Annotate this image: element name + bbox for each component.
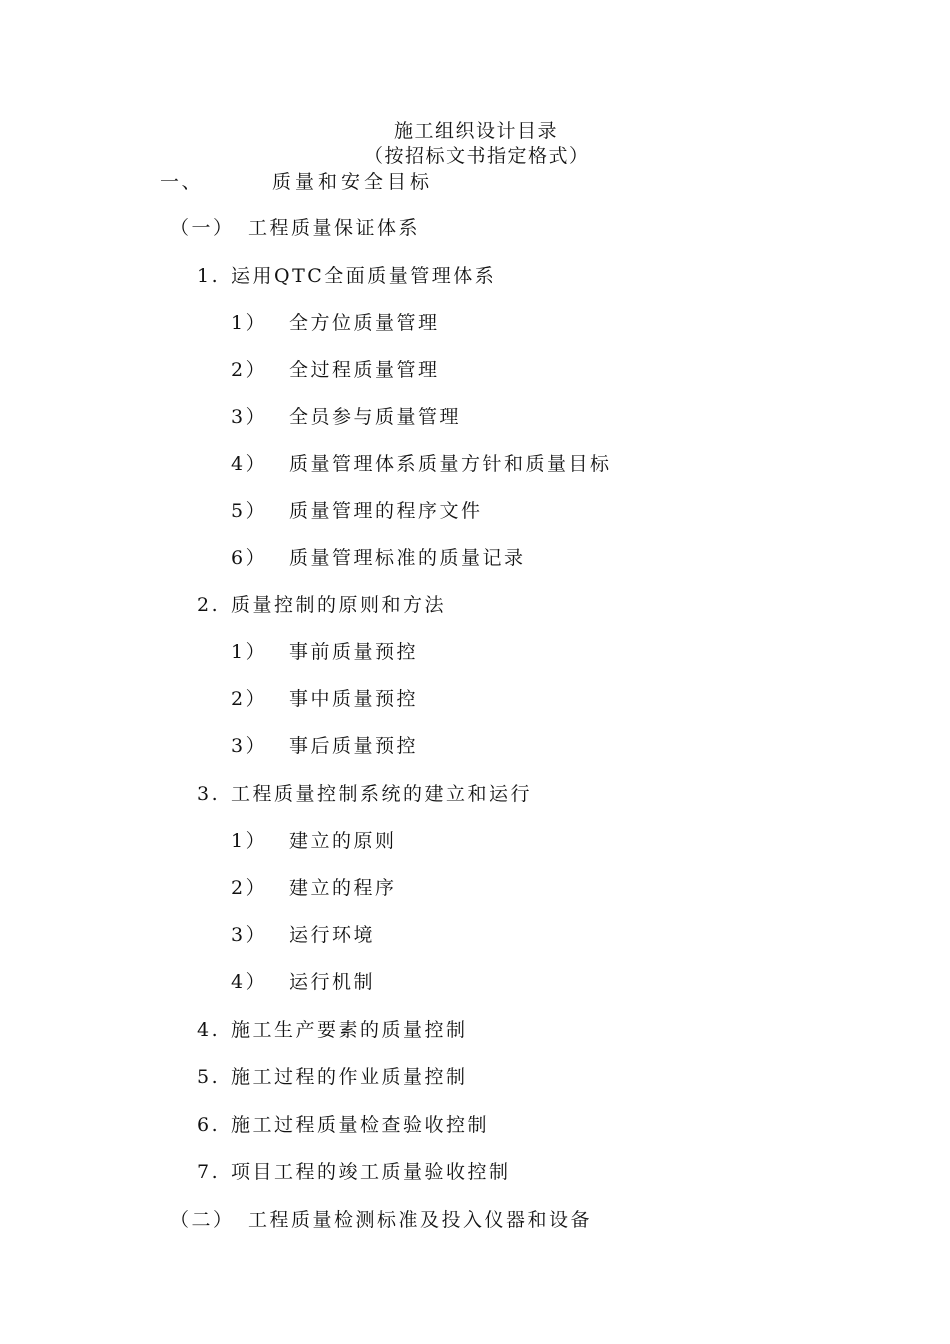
toc-subitem-number: 3） <box>231 406 268 428</box>
toc-subitem-number: 4） <box>231 453 268 475</box>
toc-item <box>197 593 446 617</box>
toc-subitem-label: 全过程质量管理 <box>289 359 440 381</box>
toc-subitem-label: 质量管理标准的质量记录 <box>289 547 526 569</box>
toc-subitem-number: 1） <box>231 641 268 663</box>
toc-subitem <box>231 405 461 429</box>
toc-subitem-number: 1） <box>231 830 268 852</box>
toc-subitem-number: 6） <box>231 547 268 569</box>
toc-item-label: 质量控制的原则和方法 <box>231 594 447 616</box>
toc-item-number: 2. <box>197 594 221 616</box>
document-title: 施工组织设计目录 <box>394 120 559 142</box>
toc-subitem <box>231 358 440 382</box>
toc-subitem <box>231 970 375 994</box>
toc-item <box>197 1065 468 1089</box>
toc-subitem-label: 运行机制 <box>289 971 376 993</box>
toc-subitem <box>231 311 440 335</box>
toc-subitem <box>231 640 418 664</box>
toc-subitem-label: 事中质量预控 <box>289 688 419 710</box>
toc-subitem <box>231 452 612 476</box>
toc-subitem-number: 3） <box>231 735 268 757</box>
subsection-label: 工程质量保证体系 <box>248 217 421 239</box>
toc-item-label: 施工过程的作业质量控制 <box>231 1066 468 1088</box>
toc-subitem <box>231 546 526 570</box>
toc-item <box>197 1160 511 1184</box>
subsection-number: （二） <box>170 1209 235 1231</box>
toc-item-label: 施工生产要素的质量控制 <box>231 1019 468 1041</box>
toc-subitem <box>231 734 418 758</box>
subsection-heading <box>170 1208 592 1232</box>
toc-subitem-label: 事前质量预控 <box>289 641 419 663</box>
toc-item-label: 施工过程质量检查验收控制 <box>231 1114 490 1136</box>
toc-subitem-number: 5） <box>231 500 268 522</box>
toc-subitem <box>231 923 375 947</box>
toc-subitem-number: 3） <box>231 924 268 946</box>
toc-subitem-number: 2） <box>231 877 268 899</box>
toc-subitem-label: 全方位质量管理 <box>289 312 440 334</box>
toc-item <box>197 782 532 806</box>
toc-subitem-label: 建立的程序 <box>289 877 397 899</box>
subsection-label: 工程质量检测标准及投入仪器和设备 <box>248 1209 593 1231</box>
toc-subitem <box>231 499 483 523</box>
toc-item-label: 工程质量控制系统的建立和运行 <box>231 783 533 805</box>
toc-item-number: 1. <box>197 265 221 287</box>
document-subtitle: （按招标文书指定格式） <box>364 145 590 167</box>
toc-item <box>197 264 496 288</box>
toc-item-label: 项目工程的竣工质量验收控制 <box>231 1161 511 1183</box>
subsection-heading <box>170 216 420 240</box>
toc-subitem-label: 全员参与质量管理 <box>289 406 462 428</box>
toc-subitem <box>231 876 397 900</box>
toc-subitem <box>231 829 397 853</box>
toc-subitem-label: 建立的原则 <box>289 830 397 852</box>
subsection-number: （一） <box>170 217 235 239</box>
toc-item-label: 运用QTC全面质量管理体系 <box>231 265 497 287</box>
toc-subitem-label: 事后质量预控 <box>289 735 419 757</box>
toc-subitem-label: 质量管理的程序文件 <box>289 500 483 522</box>
toc-item-number: 3. <box>197 783 221 805</box>
toc-subitem-number: 1） <box>231 312 268 334</box>
toc-subitem-number: 2） <box>231 688 268 710</box>
toc-subitem-label: 质量管理体系质量方针和质量目标 <box>289 453 612 475</box>
toc-item <box>197 1018 468 1042</box>
toc-item-number: 7. <box>197 1161 221 1183</box>
toc-subitem-number: 2） <box>231 359 268 381</box>
toc-item-number: 6. <box>197 1114 221 1136</box>
section-number: 一、 <box>160 171 204 193</box>
toc-subitem <box>231 687 418 711</box>
toc-item <box>197 1113 489 1137</box>
toc-item-number: 5. <box>197 1066 221 1088</box>
toc-item-number: 4. <box>197 1019 221 1041</box>
section-heading: 质量和安全目标 <box>272 171 434 193</box>
toc-subitem-number: 4） <box>231 971 268 993</box>
toc-subitem-label: 运行环境 <box>289 924 376 946</box>
